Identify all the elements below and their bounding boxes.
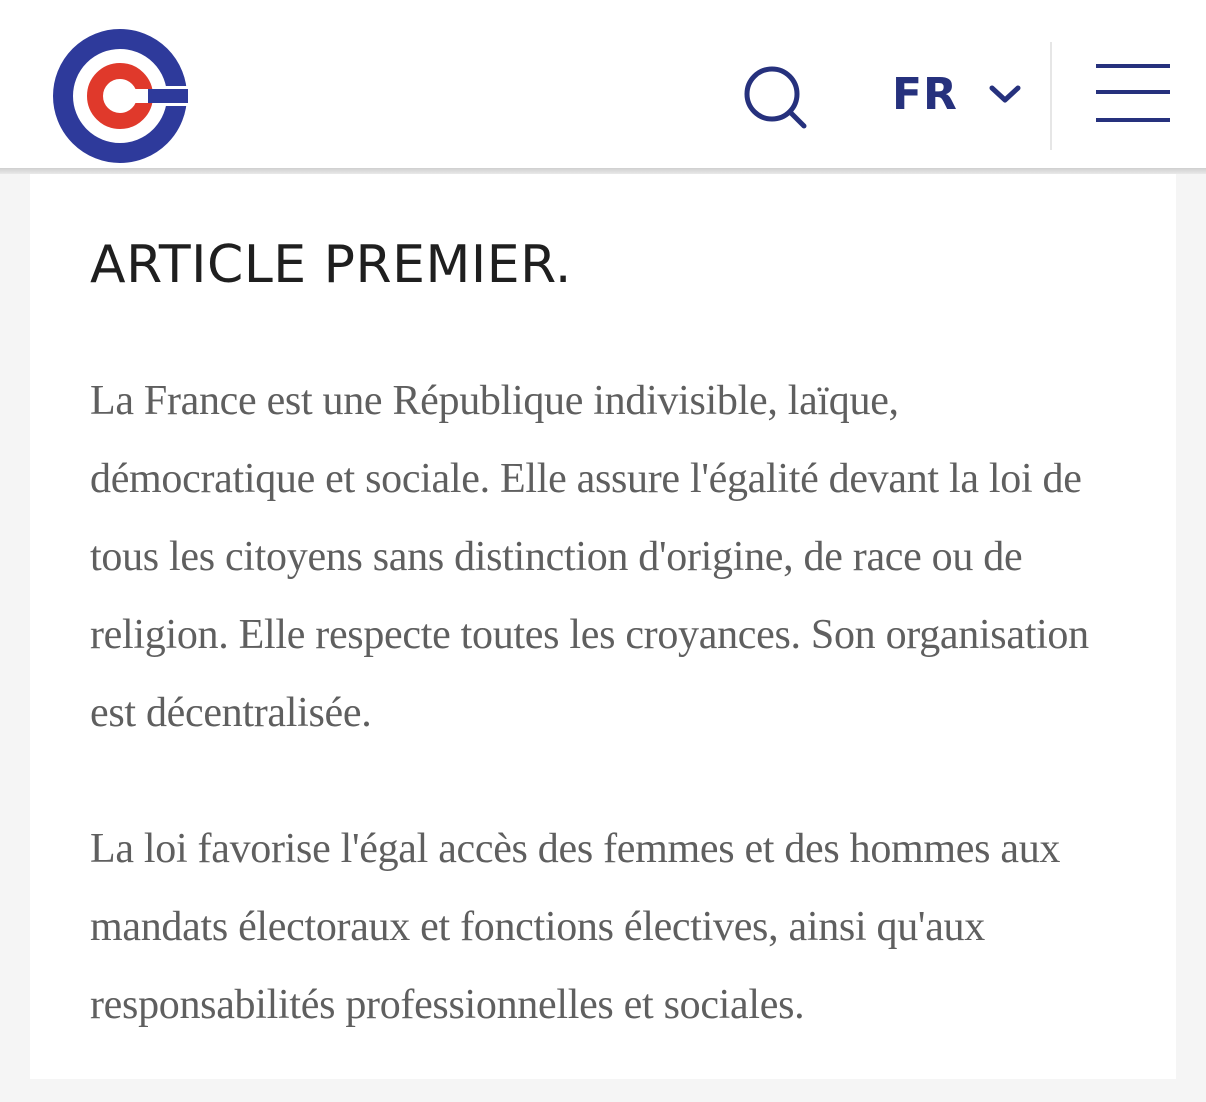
language-selector[interactable] bbox=[892, 64, 1022, 124]
article-title: ARTICLE PREMIER. bbox=[90, 235, 572, 295]
chevron-down-icon bbox=[988, 83, 1022, 105]
logo[interactable] bbox=[52, 28, 188, 164]
article-paragraph: La France est une République indivisible, laïque, démocratique et sociale. Elle assure l'égalité devant la loi de tous les citoyens sans distinction d'origine, de race ou de religion. Elle respecte toutes les croyances. Son organisation est décentralisée. bbox=[90, 378, 1089, 736]
hamburger-menu-icon bbox=[1096, 90, 1170, 94]
language-label: FR bbox=[892, 68, 958, 120]
hamburger-menu-icon bbox=[1096, 64, 1170, 68]
menu-button[interactable] bbox=[1096, 62, 1172, 126]
hamburger-menu-icon bbox=[1096, 118, 1170, 122]
logo-icon bbox=[52, 28, 188, 164]
header-divider bbox=[1050, 42, 1052, 150]
search-button[interactable] bbox=[740, 62, 810, 132]
site-header bbox=[0, 0, 1206, 168]
search-icon bbox=[740, 62, 810, 132]
article-paragraph: La loi favorise l'égal accès des femmes et des hommes aux mandats électoraux et fonctions électives, ainsi qu'aux responsabilités professionnelles et sociales. bbox=[90, 826, 1061, 1028]
article-card bbox=[30, 174, 1176, 1079]
article-body bbox=[90, 362, 1130, 1102]
